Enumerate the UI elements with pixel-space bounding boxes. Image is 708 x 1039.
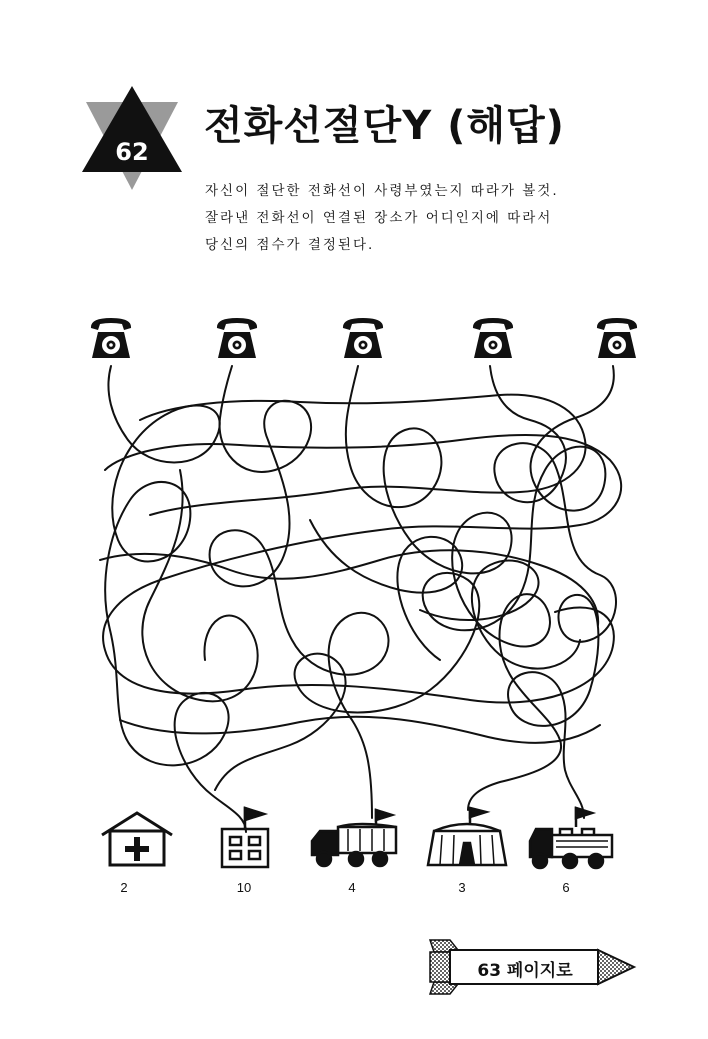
wire-line[interactable] [105,366,246,832]
next-page-button[interactable] [428,938,638,996]
wire-line[interactable] [420,560,580,668]
wire-line[interactable] [140,395,586,515]
wire-line[interactable] [310,520,462,660]
score-label: 3 [458,880,466,895]
page-title: 전화선절단Y (해답) [204,103,565,149]
instruction-line: 당신의 점수가 결정된다. [205,237,375,253]
headquarters-icon[interactable] [200,805,290,871]
score-label: 6 [562,880,570,895]
wire-line[interactable] [490,366,616,818]
score-label: 10 [236,880,252,895]
instruction-line: 잘라낸 전화선이 연결된 장소가 어디인지에 따라서 [205,210,553,226]
score-label: 4 [348,880,356,895]
instruction-line: 자신이 절단한 전화선이 사령부였는지 따라가 볼것. [205,183,559,199]
next-page-label: 63 페이지로 [477,961,573,981]
tent-icon[interactable] [420,805,510,871]
wire-line[interactable] [120,717,600,743]
wire-line[interactable] [210,366,389,818]
missile-vehicle-icon[interactable] [526,805,616,871]
hospital-icon[interactable] [92,805,182,871]
score-label: 2 [120,880,128,895]
transport-truck-icon[interactable] [308,805,398,871]
puzzle-number: 62 [115,138,149,166]
